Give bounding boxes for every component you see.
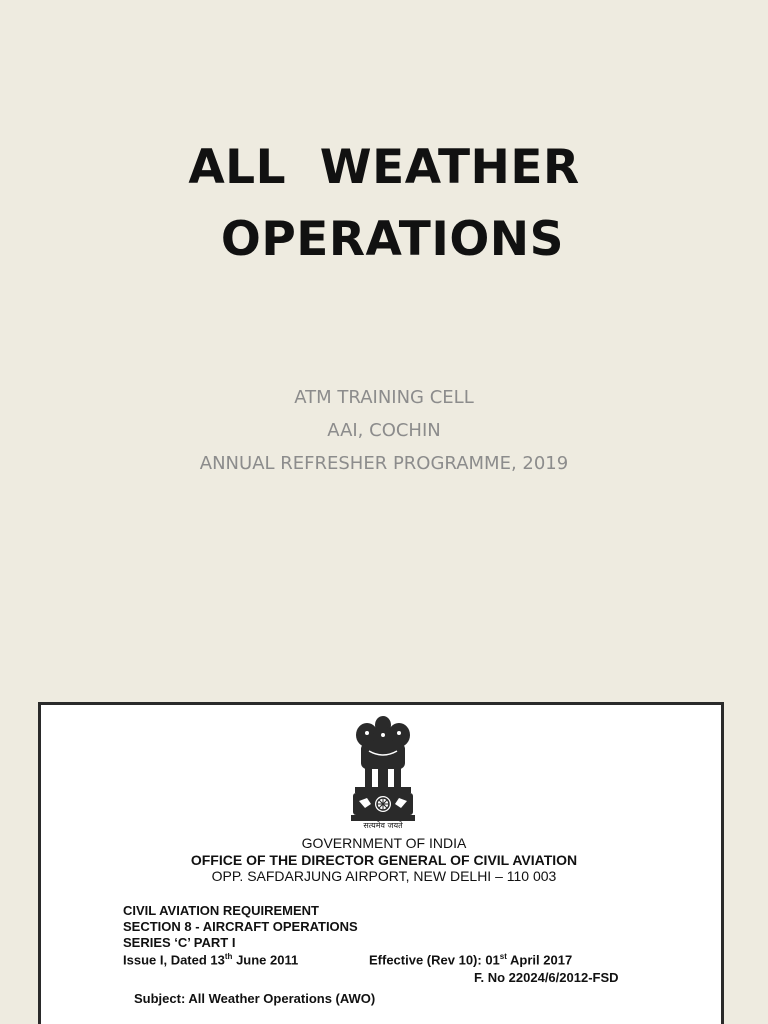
doc-section: SECTION 8 - AIRCRAFT OPERATIONS	[123, 919, 358, 934]
slide-title-line-2: OPERATIONS	[204, 212, 564, 267]
doc-issue-suffix: June 2011	[232, 952, 299, 968]
slide-subtitle	[0, 381, 768, 480]
doc-car-title: CIVIL AVIATION REQUIREMENT	[123, 903, 319, 918]
doc-subject: Subject: All Weather Operations (AWO)	[134, 991, 376, 1006]
doc-series: SERIES ‘C’ PART I	[123, 935, 236, 950]
slide-title	[0, 132, 768, 276]
doc-issue-prefix: Issue I, Dated 13	[123, 952, 225, 968]
doc-header-office: OFFICE OF THE DIRECTOR GENERAL OF CIVIL AVIATION	[190, 852, 578, 868]
doc-header-address: OPP. SAFDARJUNG AIRPORT, NEW DELHI – 110 003	[211, 868, 557, 884]
document-image	[38, 702, 724, 1024]
doc-effective-suffix: April 2017	[506, 952, 573, 968]
doc-issue-date	[123, 952, 298, 967]
doc-effective-sup: st	[499, 952, 507, 961]
emblem-motto: सत्यमेव जयते	[363, 821, 403, 830]
subtitle-line-location: AAI, COCHIN	[327, 420, 441, 441]
slide-title-line-1: ALL WEATHER	[188, 140, 580, 195]
subtitle-line-programme: ANNUAL REFRESHER PROGRAMME, 2019	[199, 453, 569, 474]
doc-file-number: F. No 22024/6/2012-FSD	[474, 970, 619, 985]
national-emblem-icon	[347, 713, 419, 833]
doc-header-government: GOVERNMENT OF INDIA	[301, 835, 467, 851]
subtitle-line-organization: ATM TRAINING CELL	[294, 387, 474, 408]
doc-effective-prefix: Effective (Rev 10): 01	[369, 952, 500, 968]
doc-effective-date	[369, 952, 572, 967]
doc-issue-sup: th	[224, 952, 233, 961]
